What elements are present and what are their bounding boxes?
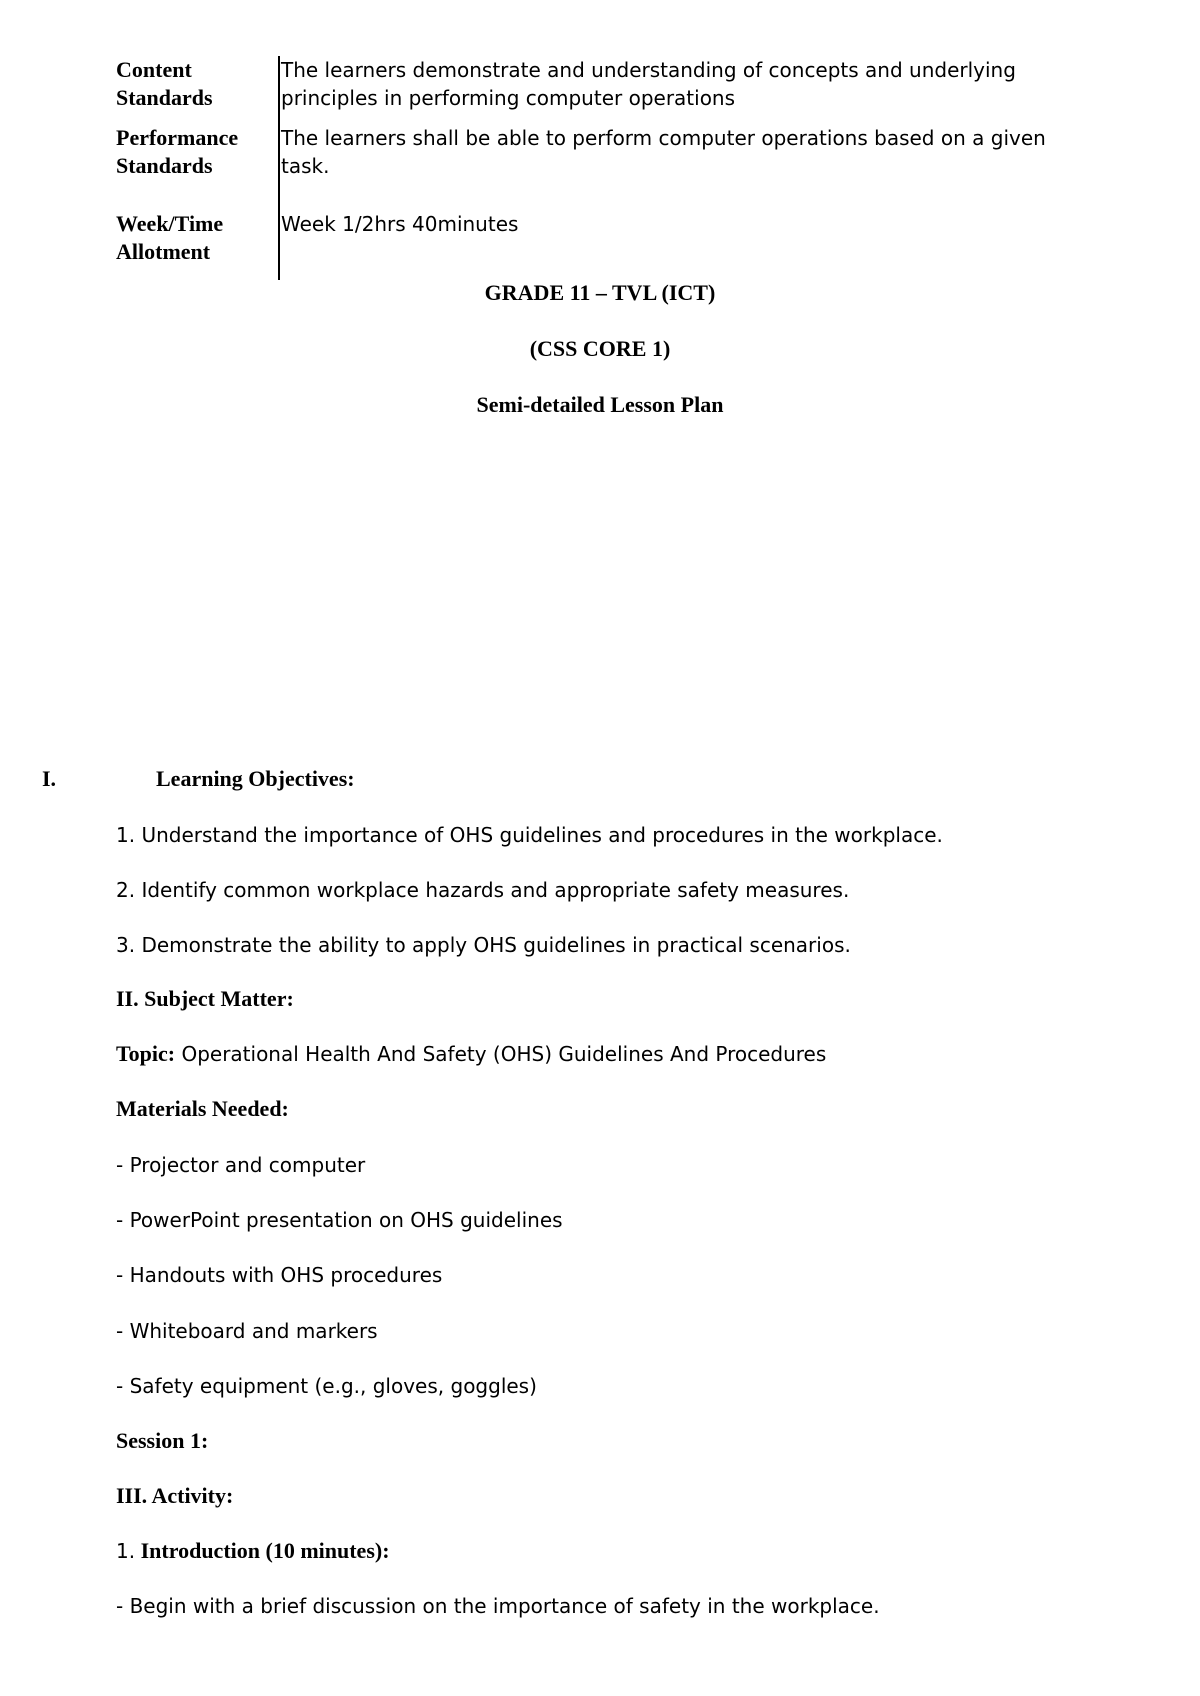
label-line: Performance	[116, 125, 239, 150]
value-line: The learners demonstrate and understanding of concepts and underlying	[281, 58, 1016, 82]
label-line: Standards	[116, 153, 213, 178]
objective-item: 2. Identify common workplace hazards and appropriate safety measures.	[116, 878, 850, 902]
row-label	[116, 210, 266, 266]
course-heading: (CSS CORE 1)	[529, 336, 671, 361]
label-line: Standards	[116, 85, 213, 110]
intro-number: 1.	[116, 1539, 136, 1563]
row-value	[281, 124, 1151, 180]
topic-line	[116, 1041, 826, 1067]
intro-item: - Begin with a brief discussion on the importance of safety in the workplace.	[116, 1594, 880, 1618]
label-line: Allotment	[116, 239, 211, 264]
label-line: Content	[116, 57, 192, 82]
row-value	[281, 56, 1151, 112]
table-divider	[278, 56, 280, 280]
value-line: task.	[281, 154, 330, 178]
subject-matter-heading: II. Subject Matter:	[116, 986, 294, 1011]
materials-heading: Materials Needed:	[116, 1096, 289, 1121]
plan-type-heading: Semi-detailed Lesson Plan	[476, 392, 724, 417]
topic-value: Operational Health And Safety (OHS) Guidelines And Procedures	[175, 1042, 827, 1066]
label-line: Week/Time	[116, 211, 224, 236]
objective-item: 3. Demonstrate the ability to apply OHS guidelines in practical scenarios.	[116, 933, 851, 957]
grade-heading: GRADE 11 – TVL (ICT)	[484, 280, 716, 305]
introduction-line	[116, 1538, 390, 1564]
session-heading: Session 1:	[116, 1428, 209, 1453]
row-label	[116, 56, 266, 112]
material-item: - PowerPoint presentation on OHS guidelines	[116, 1208, 563, 1232]
intro-title: Introduction (10 minutes):	[135, 1538, 390, 1563]
section-number: I.	[42, 766, 57, 791]
value-line: Week 1/2hrs 40minutes	[281, 212, 519, 236]
material-item: - Projector and computer	[116, 1153, 366, 1177]
activity-heading: III. Activity:	[116, 1483, 234, 1508]
learning-objectives-heading: Learning Objectives:	[156, 766, 355, 791]
material-item: - Safety equipment (e.g., gloves, goggles)	[116, 1374, 537, 1398]
material-item: - Whiteboard and markers	[116, 1319, 378, 1343]
row-value	[281, 210, 1151, 238]
objective-item: 1. Understand the importance of OHS guidelines and procedures in the workplace.	[116, 823, 943, 847]
value-line: principles in performing computer operations	[281, 86, 736, 110]
row-label	[116, 124, 266, 180]
topic-label: Topic:	[116, 1041, 176, 1066]
material-item: - Handouts with OHS procedures	[116, 1263, 443, 1287]
value-line: The learners shall be able to perform computer operations based on a given	[281, 126, 1046, 150]
